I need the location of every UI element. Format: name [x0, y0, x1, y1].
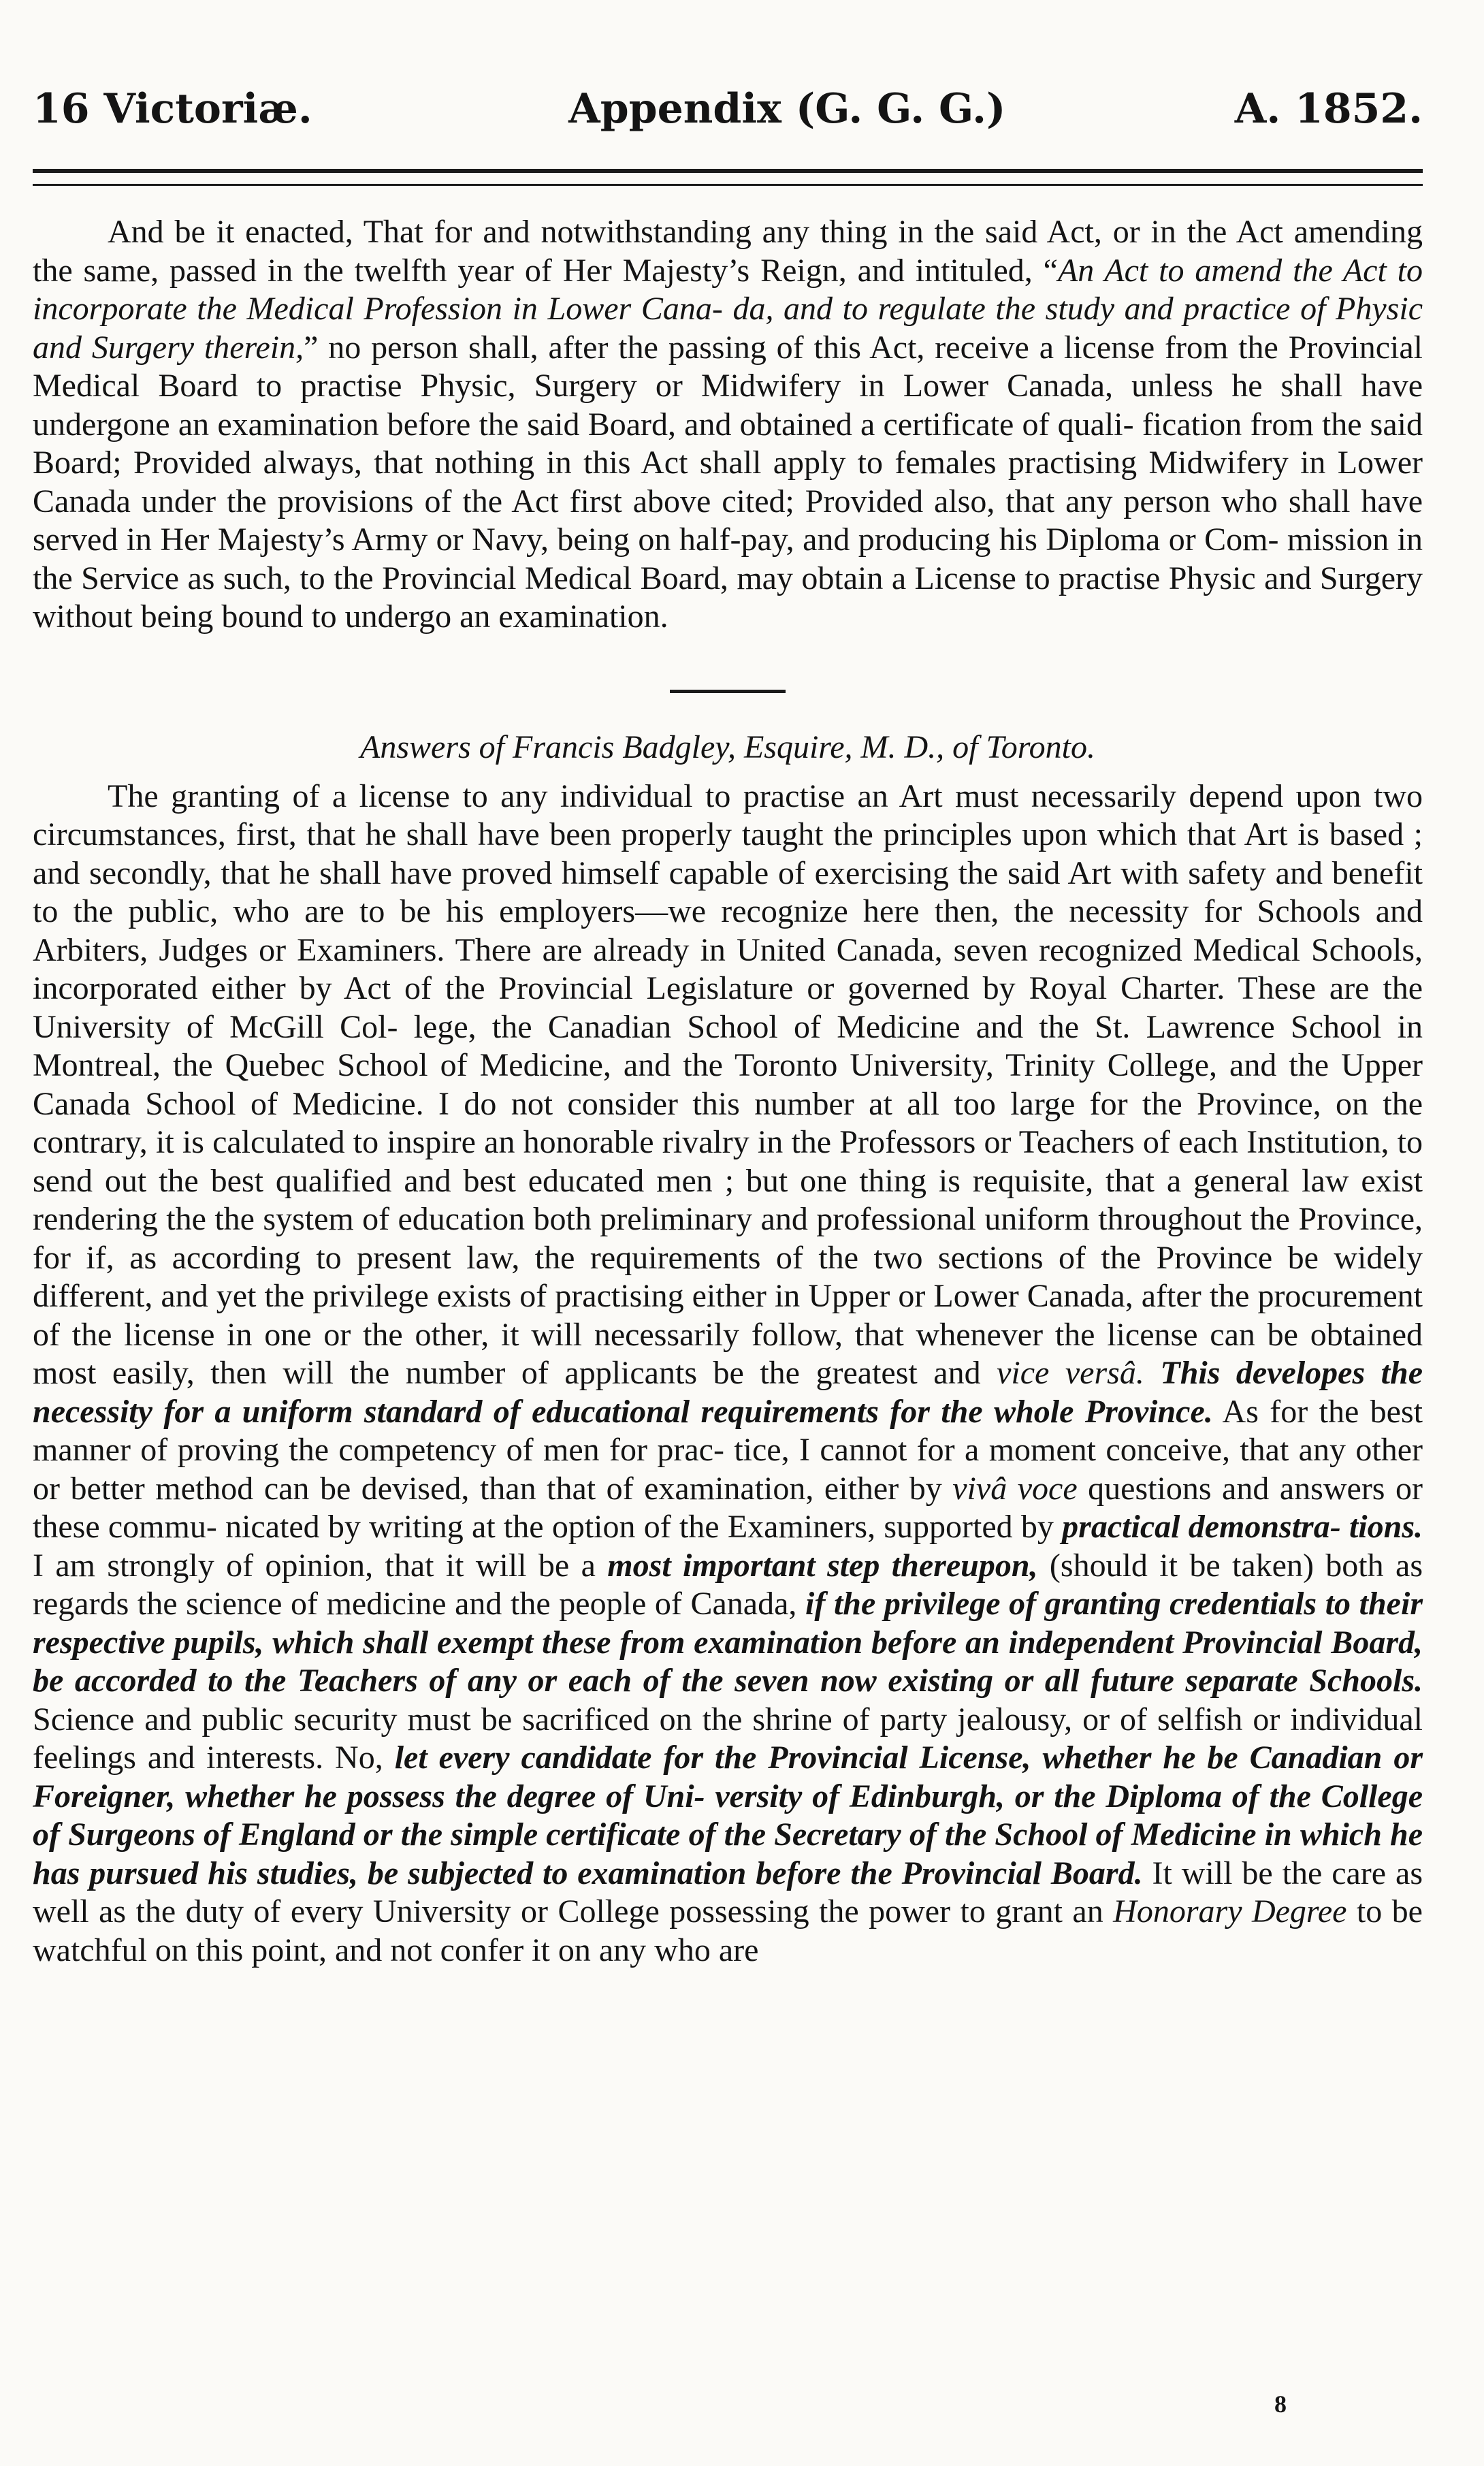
header-session: 16 Victoriæ.	[33, 85, 312, 133]
section-divider	[670, 690, 786, 693]
header-double-rule	[33, 169, 1423, 186]
signature-mark: 8	[1274, 2390, 1287, 2418]
answers-text-2	[1144, 1355, 1161, 1391]
answers-text-3: As for the best manner of proving the competency of men for prac- tice, I cannot for a moment conceive, that any other or better method can be devised, than that of examination, either by	[33, 1393, 1423, 1507]
answers-text-7: Science and public security must be sacrificed on the shrine of party jealousy, or of selfish or individual feelings and interests. No,	[33, 1701, 1423, 1776]
answers-emphasis-1: This developes the necessity for a uniform standard of educational requirements for the whole Province.	[33, 1355, 1423, 1430]
answers-emphasis-4: if the privilege of granting credentials to their respective pupils, which shall exempt these from examination before an independent Provincial Board, be accorded to the Teachers of any or each of the seven now existing or all future separate Schools.	[33, 1586, 1423, 1699]
enactment-text-1: And be it enacted, That for and notwithstanding any thing in the said Act, or in the Act amending the same, passed in the twelfth year of Her Majesty’s Reign, and intituled, “	[33, 214, 1423, 289]
page-header	[33, 85, 1423, 133]
answers-italic-honorary-degree: Honorary Degree	[1113, 1893, 1347, 1929]
enactment-paragraph	[33, 213, 1423, 637]
enactment-act-title: An Act to amend the Act to incorporate the Medical Profession in Lower Cana- da, and to regulate the study and practice of Physic and Surgery therein,	[33, 252, 1423, 366]
answers-emphasis-2: practical demonstra- tions.	[1062, 1509, 1423, 1545]
answers-italic-vice-versa: vice versâ.	[997, 1355, 1144, 1391]
header-year: A. 1852.	[1234, 85, 1423, 133]
answers-text-4: questions and answers or these commu- nicated by writing at the option of the Examiners, supported by	[33, 1470, 1423, 1545]
header-appendix: Appendix (G. G. G.)	[568, 85, 1006, 133]
answers-paragraph	[33, 778, 1423, 1970]
answers-heading: Answers of Francis Badgley, Esquire, M. D., of Toronto.	[360, 728, 1095, 765]
answers-text-5: I am strongly of opinion, that it will be a	[33, 1547, 608, 1584]
answers-text-1: The granting of a license to any individual to practise an Art must necessarily depend upon two circumstances, first, that he shall have been properly taught the principles upon which that Art is based ; and secondly, that he shall have proved himself capable of exercising the said Art with safety and benefit to the public, who are to be his employers—we recognize here then, the necessity for Schools and Arbiters, Judges or Examiners. There are already in United Canada, seven recognized Medical Schools, incorporated either by Act of the Provincial Legislature or governed by Royal Charter. These are the University of McGill Col- lege, the Canadian School of Medicine and the St. Lawrence School in Montreal, the Quebec School of Medicine, and the Toronto University, Trinity College, and the Upper Canada School of Medicine. I do not consider this number at all too large for the Province, on the contrary, it is calculated to inspire an honorable rivalry in the Professors or Teachers of each Institution, to send out the best qualified and best educated men ; but one thing is requisite, that a general law exist rendering the the system of education both preliminary and professional uniform throughout the Province, for if, as according to present law, the requirements of the two sections of the Province be widely different, and yet the privilege exists of practising either in Upper or Lower Canada, after the procurement of the license in one or the other, it will necessarily follow, that whenever the license can be obtained most easily, then will the number of applicants be the greatest and	[33, 778, 1423, 1391]
answers-text-6: (should it be taken) both as regards the science of medicine and the people of Canada,	[33, 1547, 1423, 1622]
answers-emphasis-5: let every candidate for the Provincial License, whether he be Canadian or Foreigner, whether he possess the degree of Uni- versity of Edinburgh, or the Diploma of the College of Surgeons of England or the simple certificate of the Secretary of the School of Medicine in which he has pursued his studies, be subjected to examination before the Provincial Board.	[33, 1740, 1423, 1891]
enactment-text-2: ” no person shall, after the passing of this Act, receive a license from the Provincial Medical Board to practise Physic, Surgery or Midwifery in Lower Canada, unless he shall have undergone an examination before the said Board, and obtained a certificate of quali- fication from the said Board; Provided always, that nothing in this Act shall apply to females practising Midwifery in Lower Canada under the provisions of the Act first above cited; Provided also, that any person who shall have served in Her Majesty’s Army or Navy, being on half-pay, and producing his Diploma or Com- mission in the Service as such, to the Provincial Medical Board, may obtain a License to practise Physic and Surgery without being bound to undergo an examination.	[33, 329, 1423, 635]
answers-text-8: It will be the care as well as the duty of every University or College possessing the power to grant an	[33, 1855, 1423, 1929]
answers-text-9: to be watchful on this point, and not confer it on any who are	[33, 1893, 1423, 1968]
answers-emphasis-3: most important step thereupon,	[607, 1547, 1038, 1584]
answers-italic-viva-voce: vivâ voce	[952, 1470, 1078, 1507]
